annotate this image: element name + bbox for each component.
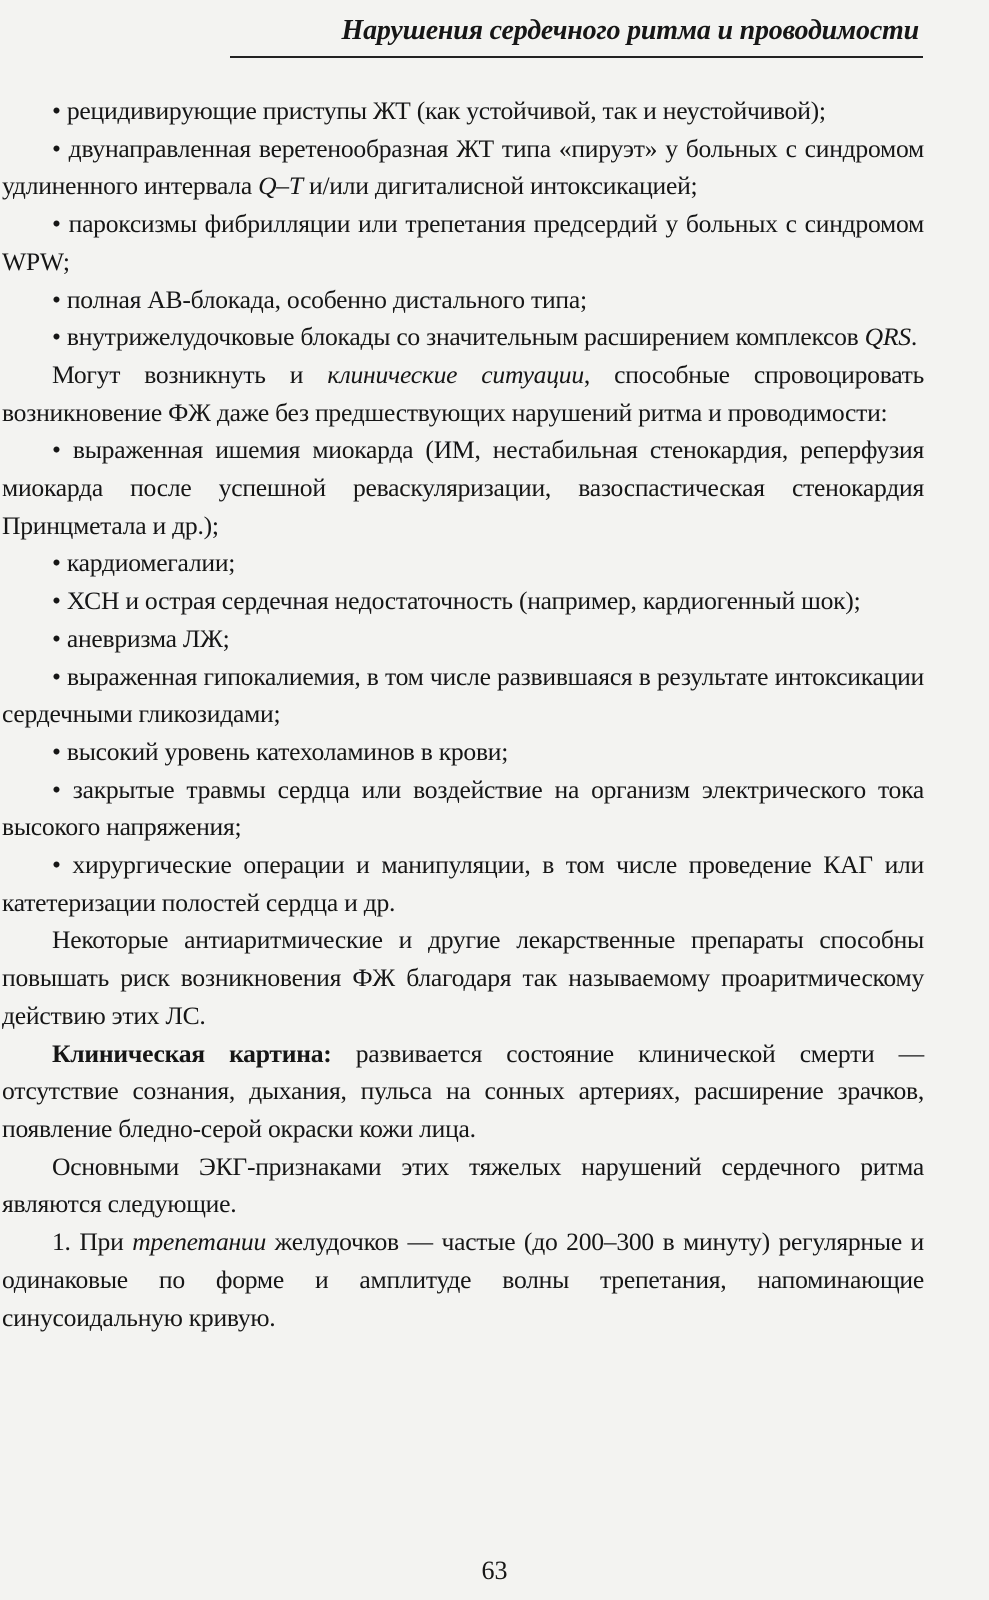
bullet-hypokalemia: • выраженная гипокалиемия, в том числе развившаяся в результате интоксикации сердечными гликозидами; xyxy=(2,661,924,729)
running-header: Нарушения сердечного ритма и проводимости xyxy=(341,15,919,46)
paragraph-flutter xyxy=(2,1223,924,1336)
bullet-recurrent-vt: • рецидивирующие приступы ЖТ (как устойчивой, так и неустойчивой); xyxy=(52,96,826,125)
paragraph-clinical-picture xyxy=(2,1035,924,1148)
bullet-catecholamines: • высокий уровень катехоламинов в крови; xyxy=(52,736,509,766)
text-span: развивается состояние клинической смерти — отсутствие сознания, дыхания, пульса на сонных артериях, расширение зрачков, появление бледно-серой окраски кожи лица. xyxy=(2,1038,924,1143)
qrs-term: QRS xyxy=(864,322,911,352)
text-span: 1. При xyxy=(52,1227,133,1257)
bullet-wpw-paroxysms: • пароксизмы фибрилляции или трепетания предсердий у больных с синдромом WPW; xyxy=(2,209,924,276)
paragraph-proarrhythmic-drugs: Некоторые антиаритмические и другие лекарственные препараты способны повышать риск возникновения ФЖ благодаря так называемому проаритмическому действию этих ЛС. xyxy=(2,925,924,1030)
italic-term: клинические ситуации xyxy=(327,359,584,389)
text-span: • двунаправленная веретенообразная ЖТ типа «пируэт» у больных с синдромом удлиненного интервала xyxy=(2,133,924,201)
text-span: и/или дигиталисной интоксикацией; xyxy=(302,171,698,201)
bullet-av-block: • полная АВ-блокада, особенно дистального типа; xyxy=(52,284,587,314)
qt-interval-term: Q–T xyxy=(258,171,303,201)
bullet-heart-trauma: • закрытые травмы сердца или воздействие на организм электрического тока высокого напряжения; xyxy=(2,774,924,842)
page-number: 63 xyxy=(481,1556,508,1585)
text-span: , способные спровоцировать возникновение ФЖ даже без предшествующих нарушений ритма и проводимости: xyxy=(2,359,924,427)
text-span: Могут возникнуть и xyxy=(52,359,328,389)
text-span: • внутрижелудочковые блокады со значительным расширением комплексов xyxy=(52,322,865,352)
bullet-torsades xyxy=(2,130,924,205)
header-rule xyxy=(230,56,923,58)
bullet-surgery: • хирургические операции и манипуляции, в том числе проведение КАГ или катетеризации полостей сердца и др. xyxy=(2,850,924,917)
body-text xyxy=(2,92,924,1336)
bullet-intraventricular-block xyxy=(2,318,924,356)
text-span: желудочков — частые (до 200–300 в минуту) регулярные и одинаковые по форме и амплитуде волны трепетания, напоминающие синусоидальную кривую. xyxy=(2,1227,925,1332)
text-span: . xyxy=(910,322,917,352)
bold-term: Клиническая картина: xyxy=(52,1038,332,1068)
bullet-cardiomegaly: • кардиомегалии; xyxy=(52,548,236,578)
bullet-ischemia: • выраженная ишемия миокарда (ИМ, нестабильная стенокардия, реперфузия миокарда после успешной реваскуляризации, вазоспастическая стенокардия Принцметала и др.); xyxy=(2,435,924,540)
paragraph-clinical-situations xyxy=(2,356,924,431)
italic-term: трепетании xyxy=(132,1227,267,1257)
paragraph-ecg-signs: Основными ЭКГ-признаками этих тяжелых нарушений сердечного ритма являются следующие. xyxy=(2,1151,924,1219)
bullet-heart-failure: • ХСН и острая сердечная недостаточность (например, кардиогенный шок); xyxy=(52,586,861,616)
bullet-lv-aneurysm: • аневризма ЛЖ; xyxy=(52,623,230,653)
